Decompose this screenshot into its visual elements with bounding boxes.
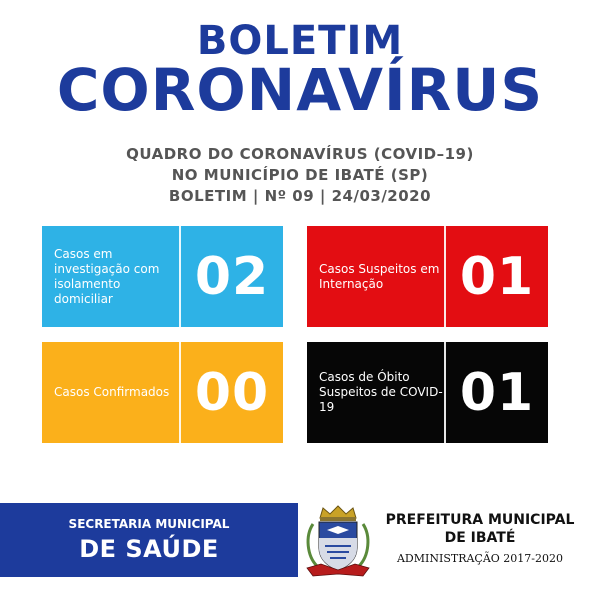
title-coronavirus: CORONAVÍRUS — [56, 56, 544, 124]
title-boletim: BOLETIM — [196, 18, 404, 64]
bulletin-info: BOLETIM | Nº 09 | 24/03/2020 — [168, 187, 432, 205]
health-secretariat-line1: SECRETARIA MUNICIPAL — [68, 517, 230, 531]
card-hospitalized-value: 01 — [459, 246, 535, 307]
card-confirmed-label: Casos Confirmados — [54, 385, 170, 399]
card-investigation-value: 02 — [194, 246, 270, 307]
card-hospitalized-label: Casos Suspeitos em Internação — [319, 261, 440, 291]
health-secretariat-banner — [0, 503, 298, 577]
card-hospitalized — [307, 226, 548, 327]
subtitle-line-1: QUADRO DO CORONAVÍRUS (COVID–19) — [126, 145, 474, 163]
city-hall-line1: PREFEITURA MUNICIPAL — [385, 512, 575, 528]
card-investigation-label: Casos em investigação com isolamento domiciliar — [54, 246, 160, 306]
card-deaths-value: 01 — [459, 362, 535, 423]
card-investigation — [42, 226, 283, 327]
card-confirmed-value: 00 — [194, 362, 270, 423]
municipal-coat-of-arms-icon — [303, 504, 373, 578]
administration-period: ADMINISTRAÇÃO 2017-2020 — [396, 552, 564, 565]
card-deaths — [307, 342, 548, 443]
health-secretariat-line2: DE SAÚDE — [79, 535, 219, 563]
city-hall-line2: DE IBATÉ — [444, 530, 516, 546]
card-deaths-label: Casos de Óbito Suspeitos de COVID-19 — [319, 370, 443, 414]
subtitle-line-2: NO MUNICÍPIO DE IBATÉ (SP) — [171, 166, 429, 184]
card-confirmed — [42, 342, 283, 443]
